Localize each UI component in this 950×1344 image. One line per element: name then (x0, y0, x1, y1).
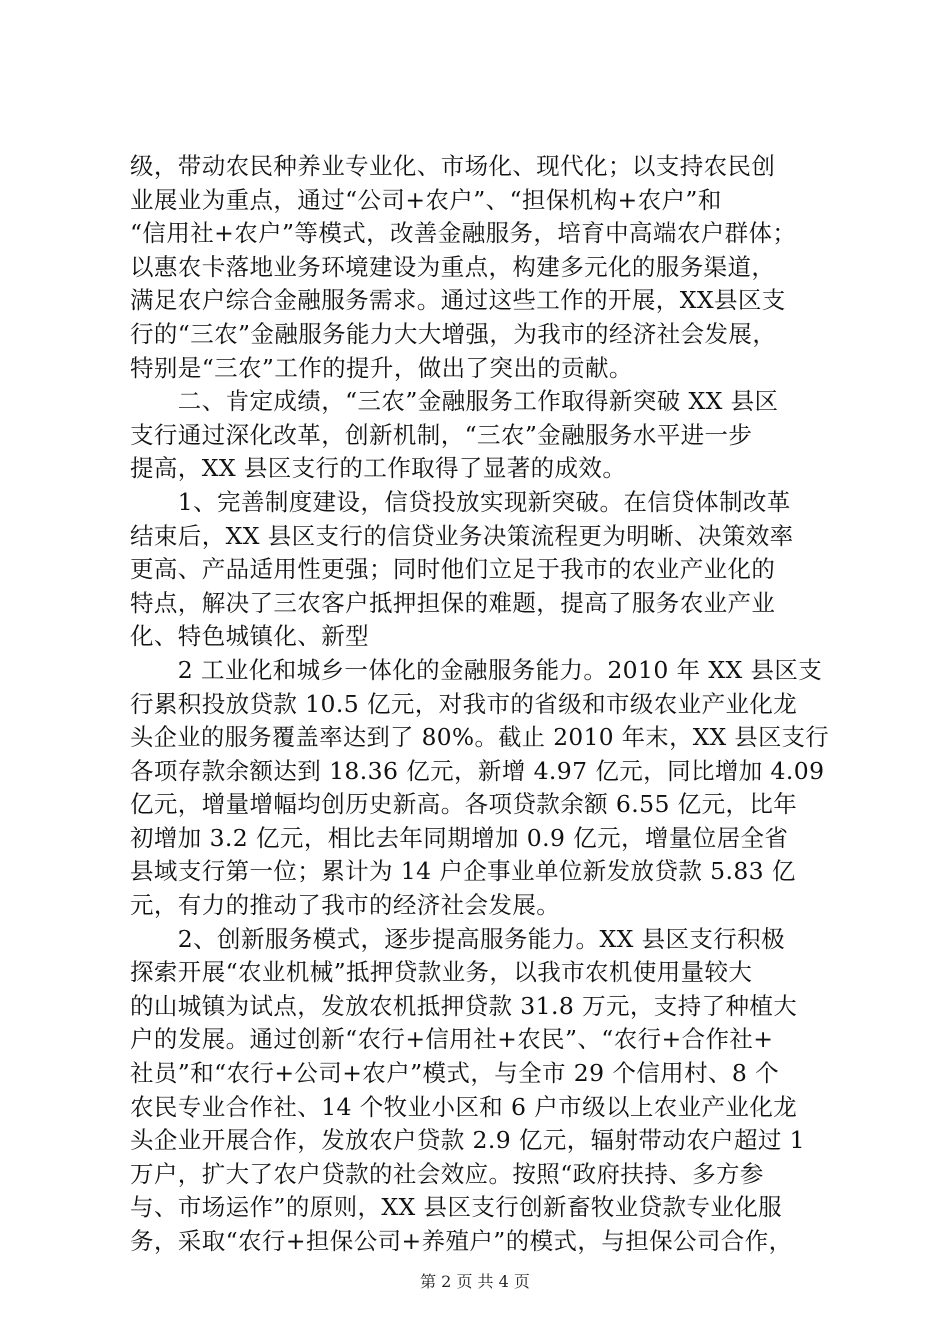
text-line: 万户，扩大了农户贷款的社会效应。按照“政府扶持、多方参 (130, 1159, 764, 1188)
text-line: 2 工业化和城乡一体化的金融服务能力。2010 年 XX 县区支 (130, 655, 823, 684)
text-line: 的山城镇为试点，发放农机抵押贷款 31.8 万元，支持了种植大 (130, 991, 798, 1020)
text-line: 社员”和“农行+公司+农户”模式，与全市 29 个信用村、8 个 (130, 1059, 779, 1088)
text-line: 探索开展“农业机械”抵押贷款业务，以我市农机使用量较大 (130, 958, 753, 987)
text-line: 1、完善制度建设，信贷投放实现新突破。在信贷体制改革 (130, 487, 791, 516)
text-line: 二、肯定成绩，“三农”金融服务工作取得新突破 XX 县区 (130, 387, 779, 416)
text-line: 初增加 3.2 亿元，相比去年同期增加 0.9 亿元，增量位居全省 (130, 823, 789, 852)
text-line: 农民专业合作社、14 个牧业小区和 6 户市级以上农业产业化龙 (130, 1092, 798, 1121)
text-line: 结束后，XX 县区支行的信贷业务决策流程更为明晰、决策效率 (130, 521, 794, 550)
text-line: 务，采取“农行+担保公司+养殖户”的模式，与担保公司合作， (130, 1227, 793, 1255)
text-line: 业展业为重点，通过“公司+农户”、“担保机构+农户”和 (130, 185, 722, 214)
text-line: 行的“三农”金融服务能力大大增强，为我市的经济社会发展， (130, 319, 777, 348)
text-line: 提高，XX 县区支行的工作取得了显著的成效。 (130, 454, 627, 483)
text-line: 各项存款余额达到 18.36 亿元，新增 4.97 亿元，同比增加 4.09 (130, 756, 825, 785)
body-text (130, 150, 832, 1259)
text-line: 化、特色城镇化、新型 (130, 622, 369, 651)
text-line: 头企业的服务覆盖率达到了 80%。截止 2010 年末，XX 县区支行 (130, 724, 830, 752)
text-line: 与、市场运作”的原则，XX 县区支行创新畜牧业贷款专业化服 (130, 1193, 783, 1222)
text-line: 2、创新服务模式，逐步提高服务能力。XX 县区支行积极 (130, 924, 785, 953)
text-line: 元，有力的推动了我市的经济社会发展。 (130, 891, 561, 920)
text-line: 满足农户综合金融服务需求。通过这些工作的开展，XX县区支 (130, 286, 786, 315)
text-line: 行累积投放贷款 10.5 亿元，对我市的省级和市级农业产业化龙 (130, 689, 798, 718)
text-line: 特别是“三农”工作的提升，做出了突出的贡献。 (130, 353, 633, 382)
text-line: 级，带动农民种养业专业化、市场化、现代化；以支持农民创 (130, 152, 776, 180)
text-line: 特点，解决了三农客户抵押担保的难题，提高了服务农业产业 (130, 588, 776, 617)
text-line: 亿元，增量增幅均创历史新高。各项贷款余额 6.55 亿元，比年 (130, 790, 798, 819)
text-line: “信用社+农户”等模式，改善金融服务，培育中高端农户群体； (130, 219, 797, 248)
text-line: 头企业开展合作，发放农户贷款 2.9 亿元，辐射带动农户超过 1 (130, 1126, 806, 1155)
text-line: 户的发展。通过创新“农行+信用社+农民”、“农行+合作社+ (130, 1025, 774, 1054)
text-line: 县域支行第一位；累计为 14 户企事业单位新发放贷款 5.83 亿 (130, 857, 796, 886)
text-line: 以惠农卡落地业务环境建设为重点，构建多元化的服务渠道， (130, 252, 776, 281)
page-footer: 第 2 页 共 4 页 (420, 1272, 530, 1291)
text-line: 支行通过深化改革，创新机制，“三农”金融服务水平进一步 (130, 420, 753, 449)
text-line: 更高、产品适用性更强；同时他们立足于我市的农业产业化的 (130, 555, 776, 584)
